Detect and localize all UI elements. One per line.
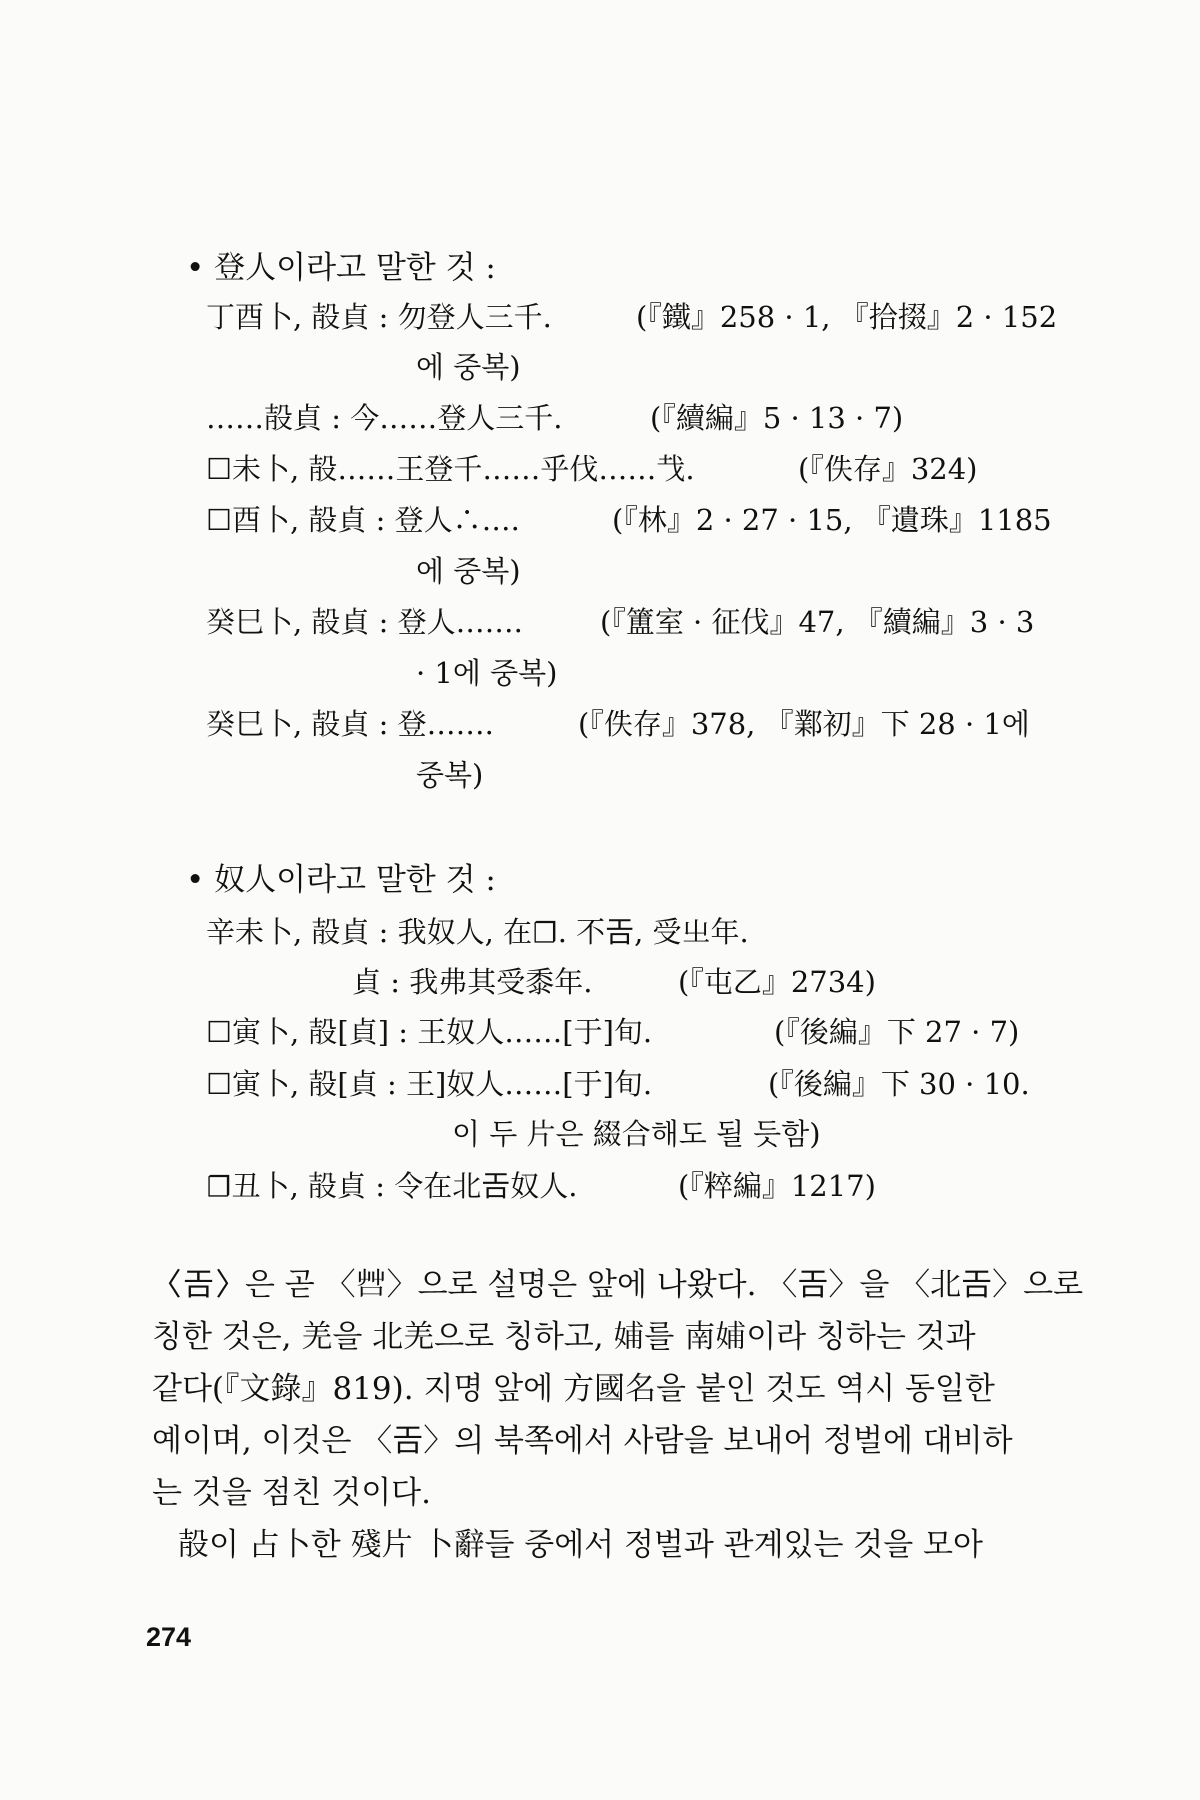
inscription-line [352, 962, 592, 1002]
citation-continuation: 에 중복) [416, 554, 521, 588]
source-citation: (『林』2 · 27 · 15, 『遺珠』1185 [612, 503, 1052, 537]
inscription-line [206, 602, 523, 642]
inscription-text: 貞 : 我弗其受黍年. [352, 965, 593, 999]
inscription-text: 辛未卜, 㱿貞 : 我奴人, 在☐. 不𢀛, 受㞢年. [206, 915, 749, 949]
inscription-line [206, 449, 695, 489]
inscription-text: 癸巳卜, 㱿貞 : 登人……. [206, 605, 523, 639]
inscription-line [206, 912, 749, 952]
inscription-line [206, 297, 552, 337]
source-citation: (『佚存』324) [798, 452, 978, 486]
source-citation: (『佚存』378, 『鄴初』下 28 · 1에 [578, 707, 1030, 741]
inscription-line [206, 1166, 577, 1206]
citation-continuation: 이 두 片은 綴合해도 될 듯함) [452, 1117, 821, 1151]
paragraph-line: 㱿이 占卜한 殘片 卜辭들 중에서 정벌과 관계있는 것을 모아 [178, 1527, 983, 1563]
citation-continuation: · 1에 중복) [416, 656, 558, 690]
inscription-text: 丁酉卜, 㱿貞 : 勿登人三千. [206, 300, 552, 334]
inscription-text: ☐寅卜, 㱿[貞 : 王]奴人……[于]旬. [206, 1067, 653, 1101]
paragraph-line: 〈𢀛〉은 곧 〈𠱭〉으로 설명은 앞에 나왔다. 〈𢀛〉을 〈北𢀛〉으로 [152, 1267, 1084, 1303]
inscription-line [206, 1012, 652, 1052]
inscription-text: ☐酉卜, 㱿貞 : 登人∴…. [206, 503, 520, 537]
source-citation: (『鐵』258 · 1, 『拾掇』2 · 152 [636, 300, 1058, 334]
source-citation: (『粹編』1217) [678, 1169, 876, 1203]
source-citation: (『後編』下 30 · 10. [768, 1067, 1030, 1101]
paragraph-line: 예이며, 이것은 〈𢀛〉의 북쪽에서 사람을 보내어 정벌에 대비하 [152, 1423, 1013, 1459]
paragraph-line: 같다(『文錄』819). 지명 앞에 方國名을 붙인 것도 역시 동일한 [152, 1371, 995, 1407]
inscription-text: 癸巳卜, 㱿貞 : 登……. [206, 707, 494, 741]
section2-heading: • 奴人이라고 말한 것 : [186, 862, 496, 898]
inscription-line [206, 1064, 652, 1104]
source-citation: (『屯乙』2734) [678, 965, 876, 999]
source-citation: (『簠室 · 征伐』47, 『續編』3 · 3 [600, 605, 1035, 639]
source-citation: (『後編』下 27 · 7) [774, 1015, 1020, 1049]
inscription-text: ……㱿貞 : 今……登人三千. [206, 401, 563, 435]
inscription-text: ☐寅卜, 㱿[貞] : 王奴人……[于]旬. [206, 1015, 653, 1049]
source-citation: (『續編』5 · 13 · 7) [650, 401, 904, 435]
paragraph-line: 칭한 것은, 羌을 北羌으로 칭하고, 𡜵를 南𡜵이라 칭하는 것과 [152, 1319, 976, 1355]
inscription-line [206, 704, 494, 744]
inscription-text: ☐丑卜, 㱿貞 : 令在北𢀛奴人. [206, 1169, 578, 1203]
inscription-line [206, 398, 562, 438]
paragraph-line: 는 것을 점친 것이다. [152, 1475, 431, 1511]
citation-continuation: 중복) [416, 758, 484, 792]
inscription-text: ☐未卜, 㱿……王登千……乎伐……𢦏. [206, 452, 695, 486]
section1-heading: • 登人이라고 말한 것 : [186, 250, 496, 286]
citation-continuation: 에 중복) [416, 350, 521, 384]
page-number: 274 [146, 1622, 192, 1652]
inscription-line [206, 500, 520, 540]
